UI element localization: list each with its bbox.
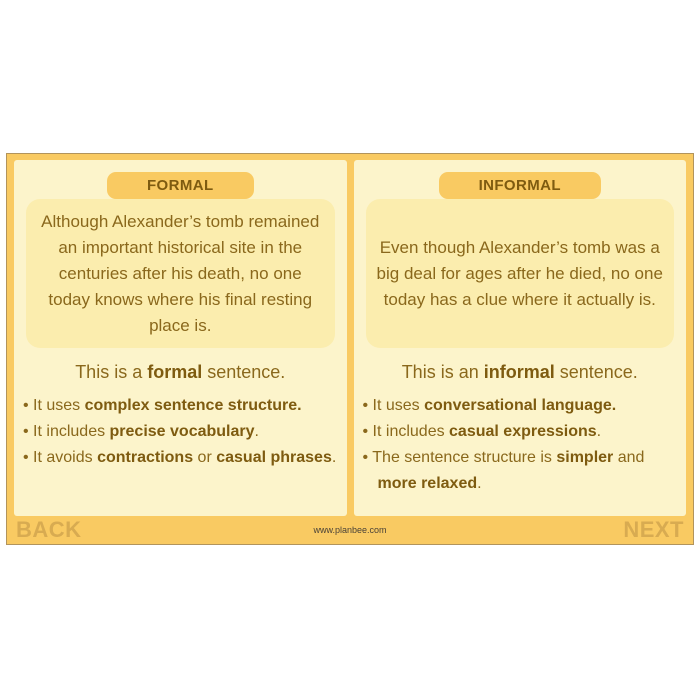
bullet-item: • The sentence structure is simpler and more relaxed. — [363, 445, 681, 497]
formal-column — [14, 160, 347, 516]
formal-heading-badge: FORMAL — [107, 172, 254, 199]
formal-bullet-list — [23, 393, 341, 471]
bullet-item: • It includes precise vocabulary. — [23, 419, 341, 445]
informal-heading-badge: INFORMAL — [439, 172, 601, 199]
bullet-item: • It avoids contractions or casual phrases. — [23, 445, 341, 471]
formal-summary-text: This is a formal sentence. — [75, 362, 286, 382]
bullet-item: • It uses conversational language. — [363, 393, 681, 419]
planbee-url-text: www.planbee.com — [313, 525, 387, 535]
back-button[interactable]: BACK — [16, 517, 82, 542]
informal-bullet-list — [363, 393, 681, 497]
next-button[interactable]: NEXT — [623, 517, 684, 542]
slide-footer-bar — [7, 516, 693, 544]
comparison-columns — [7, 154, 693, 516]
informal-example-text: Even though Alexander’s tomb was a big deal for ages after he died, no one today has a clue where it actually is. — [376, 237, 663, 309]
bullet-item: • It includes casual expressions. — [363, 419, 681, 445]
bullet-item: • It uses complex sentence structure. — [23, 393, 341, 419]
formal-example-text: Although Alexander’s tomb remained an important historical site in the centuries after his death, no one today knows where his final resting place is. — [41, 211, 320, 335]
informal-column — [354, 160, 687, 516]
formal-example-box — [26, 199, 335, 348]
informal-example-box — [366, 199, 675, 348]
informal-summary-text: This is an informal sentence. — [401, 362, 638, 382]
lesson-slide — [6, 153, 694, 545]
